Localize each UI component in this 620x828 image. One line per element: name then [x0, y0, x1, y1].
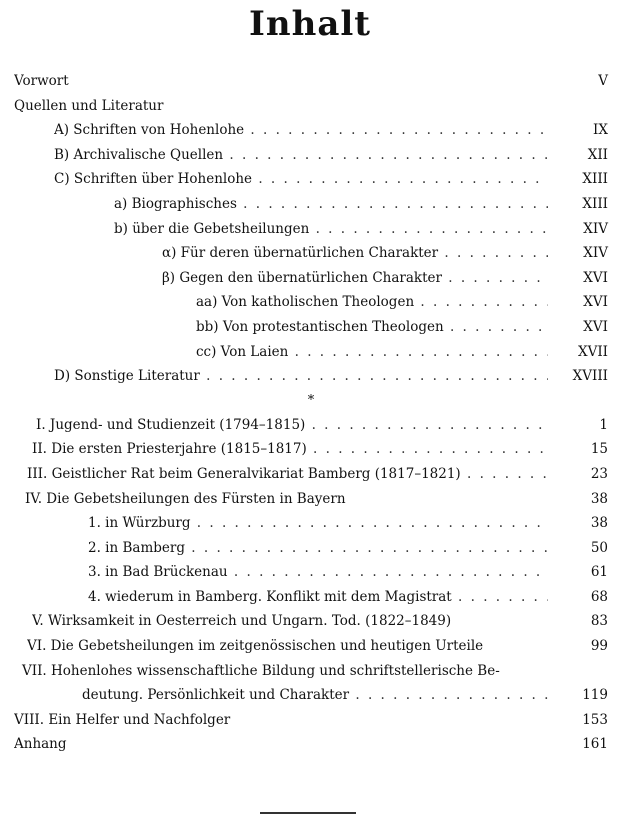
toc-entry-label: V. Wirksamkeit in Oesterreich und Ungarn. Tod. (1822–1849) [32, 613, 452, 630]
toc-entry-page: XIII [582, 195, 608, 212]
toc-entry [14, 143, 608, 168]
toc-entry-label: III. Geistlicher Rat beim Generalvikariat Bamberg (1817–1821) . . [27, 462, 548, 487]
toc-entry-page: XVI [583, 269, 608, 286]
toc-entry-page: 1 [599, 416, 608, 433]
toc-entry-page: XVII [577, 343, 608, 360]
toc-entry [14, 511, 608, 536]
toc-entry [14, 217, 608, 242]
toc-entry-label: 4. wiederum in Bamberg. Konflikt mit dem Magistrat . . [88, 585, 548, 610]
toc-entry-label: B) Archivalische Quellen . . [54, 143, 548, 168]
toc-entry-label: α) Für deren übernatürlichen Charakter . . [162, 241, 548, 266]
toc-entry-label: 3. in Bad Brückenau . . [88, 560, 548, 585]
toc-entry-page: XIV [583, 220, 608, 237]
toc-entry-label: bb) Von protestantischen Theologen . . [196, 315, 548, 340]
toc-entry [14, 462, 608, 487]
toc-entry-page: 99 [590, 638, 608, 655]
toc-entry-page: XIII [582, 171, 608, 188]
toc-entry [14, 708, 608, 733]
toc-entry-page: 153 [582, 711, 608, 728]
toc-entry-label: 1. in Würzburg . . [88, 511, 548, 536]
toc-entry-page: XII [587, 146, 608, 163]
toc-entry-label: β) Gegen den übernatürlichen Charakter . . [162, 266, 548, 291]
toc-entry-label: a) Biographisches . . [114, 192, 548, 217]
toc-entry [14, 437, 608, 462]
toc-entry [14, 266, 608, 291]
toc-entry-vorwort [14, 69, 608, 94]
toc-entry [14, 167, 608, 192]
page-title: Inhalt [249, 4, 371, 44]
toc-entry-label: b) über die Gebetsheilungen . . [114, 217, 548, 242]
toc-entry-label: A) Schriften von Hohenlohe . . [54, 118, 548, 143]
toc-entry-page: V [598, 73, 608, 89]
toc-entry-label: cc) Von Laien . . [196, 340, 548, 365]
toc-entry-page: 83 [590, 613, 608, 630]
toc-entry-label-line2: deutung. Persönlichkeit und Charakter . . [82, 683, 548, 708]
toc-entry-page: XIV [583, 245, 608, 262]
toc-entry [14, 560, 608, 585]
toc-entry-label: Quellen und Literatur [14, 97, 164, 114]
section-separator: * [307, 392, 315, 408]
toc-entry-page: 61 [590, 564, 608, 581]
toc-entry-label: D) Sonstige Literatur . . [54, 364, 548, 389]
toc-entry-page: 119 [582, 687, 608, 704]
toc-entry-page: XVI [583, 318, 608, 335]
toc-entry-label: II. Die ersten Priesterjahre (1815–1817) . . [32, 437, 548, 462]
toc-entry [14, 315, 608, 340]
toc-entry [14, 487, 608, 512]
toc-entry-page: XVI [583, 294, 608, 311]
toc-entry-label: Anhang [14, 736, 67, 753]
toc-entry-label: aa) Von katholischen Theologen . . [196, 290, 548, 315]
toc-entry-page: 50 [590, 539, 608, 556]
table-of-contents [14, 69, 608, 757]
toc-entry [14, 118, 608, 143]
toc-entry-label: VI. Die Gebetsheilungen im zeitgenössischen und heutigen Urteile [27, 638, 484, 655]
toc-entry-page: 38 [590, 490, 608, 507]
toc-entry [14, 609, 608, 634]
toc-entry-label: Vorwort [14, 73, 69, 89]
toc-entry [14, 413, 608, 438]
toc-entry-page: 15 [590, 441, 608, 458]
toc-entry [14, 340, 608, 365]
toc-entry-page: IX [593, 122, 608, 139]
toc-entry-quellen [14, 94, 608, 119]
toc-entry [14, 290, 608, 315]
toc-entry-chapter-7 [14, 659, 608, 708]
footer-rule [260, 812, 356, 814]
toc-entry [14, 364, 608, 389]
toc-entry-label-line1: VII. Hohenlohes wissenschaftliche Bildung und schriftstellerische Be- [22, 662, 500, 679]
toc-entry-label: 2. in Bamberg . . [88, 536, 548, 561]
toc-entry-label: IV. Die Gebetsheilungen des Fürsten in Bayern [25, 490, 346, 507]
toc-entry-page: 68 [590, 588, 608, 605]
toc-entry-page: 38 [590, 515, 608, 532]
toc-entry-page: XVIII [572, 368, 608, 385]
toc-entry [14, 536, 608, 561]
toc-entry [14, 634, 608, 659]
toc-entry-label: C) Schriften über Hohenlohe . . [54, 167, 548, 192]
toc-entry-label: I. Jugend- und Studienzeit (1794–1815) . . [36, 413, 548, 438]
toc-entry-label: VIII. Ein Helfer und Nachfolger [14, 711, 231, 728]
toc-entry-page: 23 [590, 465, 608, 482]
toc-entry-anhang [14, 732, 608, 757]
toc-entry [14, 585, 608, 610]
toc-entry [14, 192, 608, 217]
toc-entry-page: 161 [582, 736, 608, 753]
toc-entry [14, 241, 608, 266]
